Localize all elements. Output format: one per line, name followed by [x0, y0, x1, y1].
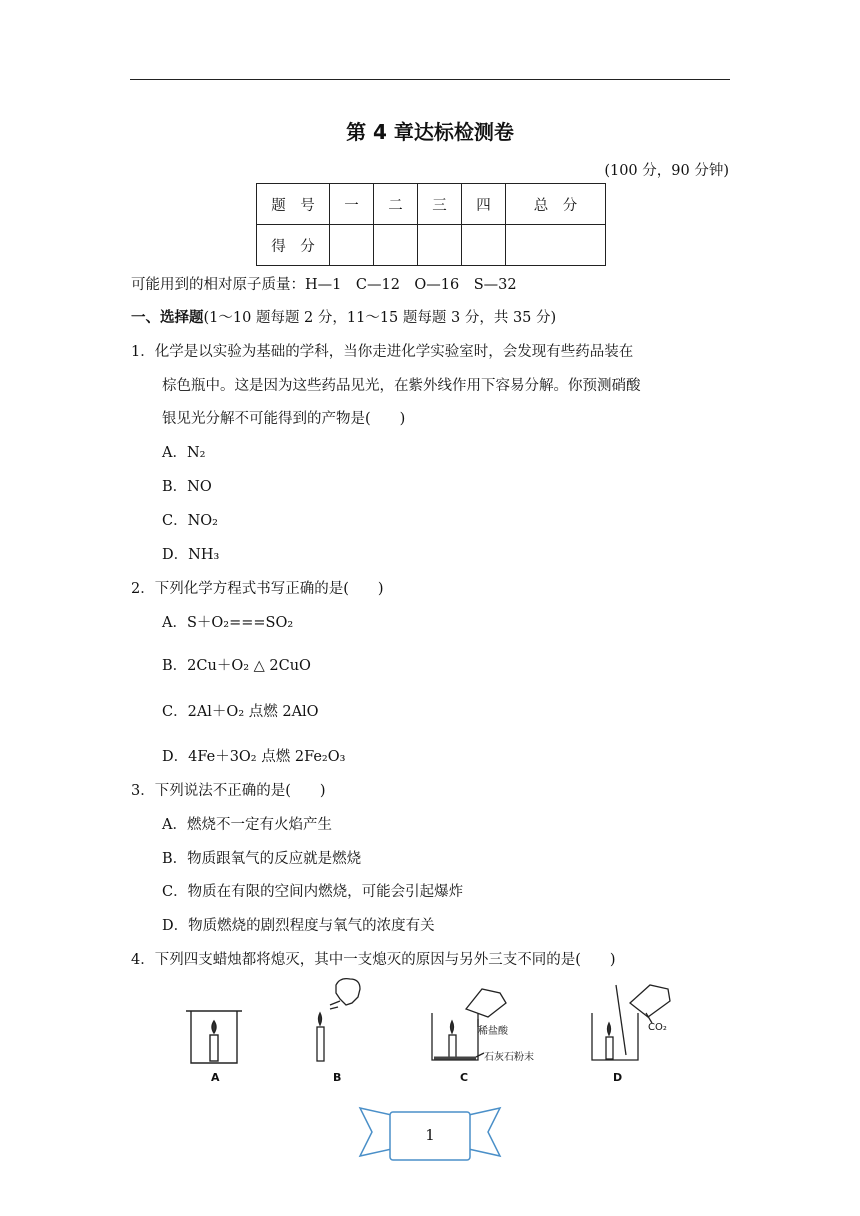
section-note: (1～10 题每题 2 分，11～15 题每题 3 分，共 35 分): [203, 310, 557, 326]
q3-option-b[interactable]: B．物质跟氧气的反应就是燃烧: [162, 851, 362, 867]
question-1-line-2: 棕色瓶中。这是因为这些药品见光，在紫外线作用下容易分解。你预测硝酸: [162, 378, 641, 394]
figure-label-a: A: [211, 1071, 220, 1084]
score-header-cell: 四: [462, 184, 506, 225]
page-number: 1: [425, 1126, 435, 1144]
question-4: [131, 950, 616, 970]
question-text: 下列四支蜡烛都将熄灭，其中一支熄灭的原因与另外三支不同的是( ): [154, 952, 616, 968]
header-rule: [130, 79, 730, 80]
score-row-label: 得 分: [257, 225, 330, 266]
score-table-score-row: [257, 225, 606, 266]
label-dilute-acid: 稀盐酸: [478, 1026, 508, 1037]
question-number: 3．: [131, 783, 155, 799]
question-text: 下列化学方程式书写正确的是( ): [154, 581, 384, 597]
section-title: 一、选择题: [131, 310, 204, 326]
q3-option-d[interactable]: D．物质燃烧的剧烈程度与氧气的浓度有关: [162, 918, 435, 934]
question-number: 4．: [131, 952, 155, 968]
q2-option-d[interactable]: D．4Fe＋3O₂ 点燃 2Fe₂O₃: [162, 749, 346, 765]
question-number: 1．: [131, 344, 155, 360]
score-table-header-row: [257, 184, 606, 225]
q2-option-b[interactable]: B．2Cu＋O₂ △ 2CuO: [162, 658, 311, 674]
question-2: [131, 579, 384, 599]
score-header-cell: 二: [374, 184, 418, 225]
figure-label-b: B: [333, 1071, 342, 1084]
candles-figure: [0, 975, 860, 1090]
figure-label-c: C: [460, 1071, 469, 1084]
score-input-cell[interactable]: [462, 225, 506, 266]
question-1-line-3: 银见光分解不可能得到的产物是( ): [162, 411, 406, 427]
score-header-cell: 三: [418, 184, 462, 225]
score-input-cell[interactable]: [330, 225, 374, 266]
q1-option-c[interactable]: C．NO₂: [162, 513, 218, 529]
q1-option-b[interactable]: B．NO: [162, 479, 212, 495]
q1-option-d[interactable]: D．NH₃: [162, 547, 220, 563]
question-3: [131, 781, 326, 801]
score-header-cell: 总 分: [506, 184, 606, 225]
figure-a-beaker-candle: [186, 1011, 242, 1063]
time-info: (100 分，90 分钟): [604, 163, 729, 179]
score-header-cell: 一: [330, 184, 374, 225]
score-header-cell: 题 号: [257, 184, 330, 225]
label-co2: CO₂: [648, 1022, 667, 1033]
score-input-cell[interactable]: [418, 225, 462, 266]
page-title: 第 4 章达标检测卷: [346, 120, 514, 144]
score-table: [256, 183, 606, 266]
question-text: 下列说法不正确的是( ): [154, 783, 326, 799]
question-1: [131, 342, 633, 362]
label-limestone: 石灰石粉末: [484, 1052, 534, 1063]
q3-option-a[interactable]: A．燃烧不一定有火焰产生: [162, 817, 332, 833]
question-text: 化学是以实验为基础的学科，当你走进化学实验室时，会发现有些药品装在: [154, 344, 634, 360]
q2-option-a[interactable]: A．S＋O₂===SO₂: [162, 615, 294, 631]
figure-b-blowing-candle: [317, 979, 360, 1061]
score-input-cell[interactable]: [506, 225, 606, 266]
section-heading: [131, 308, 556, 328]
q1-option-a[interactable]: A．N₂: [162, 445, 206, 461]
q3-option-c[interactable]: C．物质在有限的空间内燃烧，可能会引起爆炸: [162, 884, 464, 900]
figure-label-d: D: [613, 1071, 623, 1084]
score-input-cell[interactable]: [374, 225, 418, 266]
q2-option-c[interactable]: C．2Al＋O₂ 点燃 2AlO: [162, 704, 319, 720]
atomic-mass-line: 可能用到的相对原子质量：H—1 C—12 O—16 S—32: [131, 277, 517, 293]
question-number: 2．: [131, 581, 155, 597]
